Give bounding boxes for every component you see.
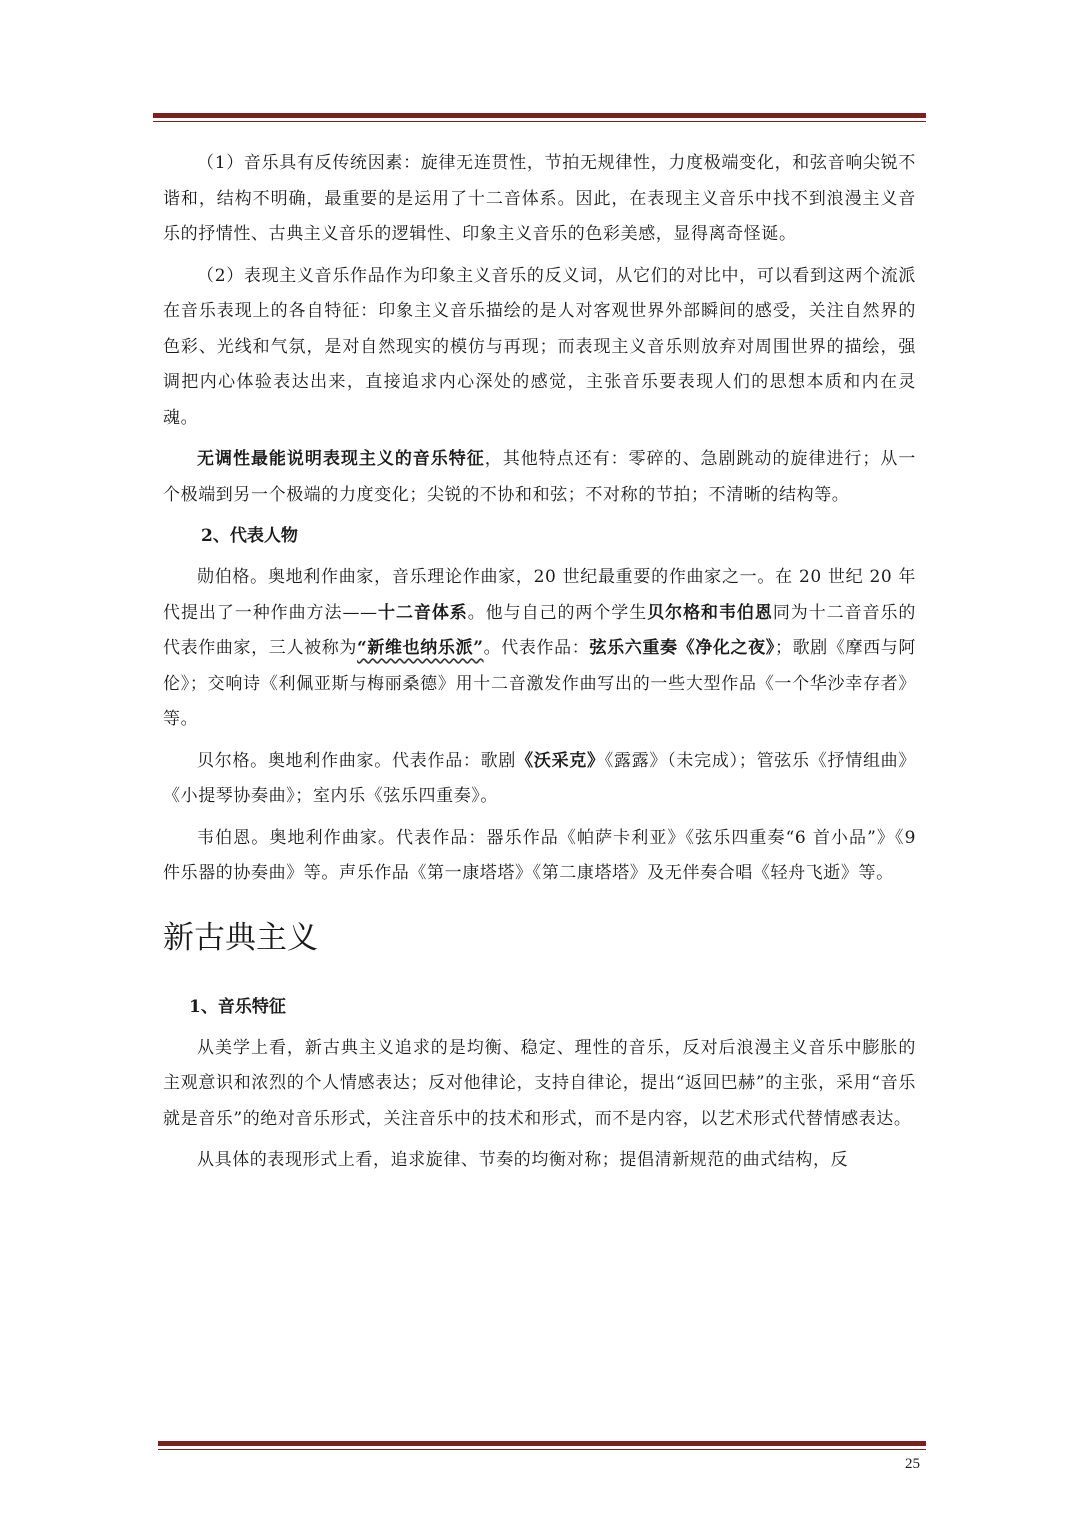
header-rule-thin — [153, 121, 926, 122]
subheading-representatives: 2、代表人物 — [201, 526, 298, 546]
section-title-neoclassicism: 新古典主义 — [163, 919, 318, 956]
page-number: 25 — [905, 1456, 920, 1472]
header-rule — [153, 113, 926, 118]
bold-verklarte-nacht: 弦乐六重奏《净化之夜》 — [589, 638, 775, 658]
footer-rule — [158, 1441, 926, 1446]
bold-students: 贝尔格和韦伯恩 — [647, 602, 773, 623]
paragraph-atonality: 无调性最能说明表现主义的音乐特征，其他特点还有：零碎的、急剧跳动的旋律进行；从一个极端到另一个极端的力度变化；尖锐的不协和和弦；不对称的节拍；不清晰的结构等。 — [163, 449, 916, 505]
footer-rule-thin — [158, 1449, 926, 1450]
paragraph-aesthetics: 从美学上看，新古典主义追求的是均衡、稳定、理性的音乐，反对后浪漫主义音乐中膨胀的主观意识和浓烈的个人情感表达；反对他律论，支持自律论，提出“返回巴赫”的主张，采用“音乐就是音乐”的绝对音乐形式，关注音乐中的技术和形式，而不是内容，以艺术形式代替情感表达。 — [163, 1037, 916, 1129]
bold-wozzeck: 《沃采克》 — [516, 750, 605, 771]
paragraph-forms: 从具体的表现形式上看，追求旋律、节奏的均衡对称；提倡清新规范的曲式结构，反 — [197, 1150, 849, 1170]
bold-phrase: 无调性最能说明表现主义的音乐特征 — [197, 449, 485, 469]
paragraph-traits-2: （2）表现主义音乐作品作为印象主义音乐的反义词，从它们的对比中，可以看到这两个流派在音乐表现上的各自特征：印象主义音乐描绘的是人对客观世界外部瞬间的感受，关注自然界的色彩、光线和气氛，是对自然现实的模仿与再现；而表现主义音乐则放弃对周围世界的描绘，强调把内心体验表达出来，直接追求内心深处的感觉，主张音乐要表现人们的思想本质和内在灵魂。 — [163, 265, 916, 428]
paragraph-schoenberg: 勋伯格。奥地利作曲家，音乐理论作曲家，20 世纪最重要的作曲家之一。在 20 世纪 20 年代提出了一种作曲方法——十二音体系。他与自己的两个学生贝尔格和韦伯恩同为十二音音乐的代表作曲家，三人被称为“新维也纳乐派”。代表作品：弦乐六重奏《净化之夜》；歌剧《摩西与阿伦》；交响诗《利佩亚斯与梅丽桑德》用十二音激发作曲写出的一些大型作品《一个华沙幸存者》等。 — [163, 567, 917, 729]
subheading-music-features: 1、音乐特征 — [189, 996, 286, 1017]
paragraph-traits-1: （1）音乐具有反传统因素：旋律无连贯性，节拍无规律性，力度极端变化，和弦音响尖锐不谐和，结构不明确，最重要的是运用了十二音体系。因此，在表现主义音乐中找不到浪漫主义音乐的抒情性、古典主义音乐的逻辑性、印象主义音乐的色彩美感，显得离奇怪诞。 — [163, 153, 916, 244]
paragraph-berg: 贝尔格。奥地利作曲家。代表作品：歌剧《沃采克》《露露》（未完成）；管弦乐《抒情组曲》《小提琴协奏曲》；室内乐《弦乐四重奏》。 — [163, 750, 916, 806]
bold-twelve-tone: 十二音体系 — [377, 602, 468, 623]
paragraph-webern: 韦伯恩。奥地利作曲家。代表作品：器乐作品《帕萨卡利亚》《弦乐四重奏“6 首小品”》《9 件乐器的协奏曲》等。声乐作品《第一康塔塔》《第二康塔塔》及无伴奏合唱《轻舟飞逝》等。 — [163, 827, 916, 883]
bold-second-viennese-school: “新维也纳乐派” — [356, 638, 484, 658]
page-content — [163, 146, 916, 1185]
